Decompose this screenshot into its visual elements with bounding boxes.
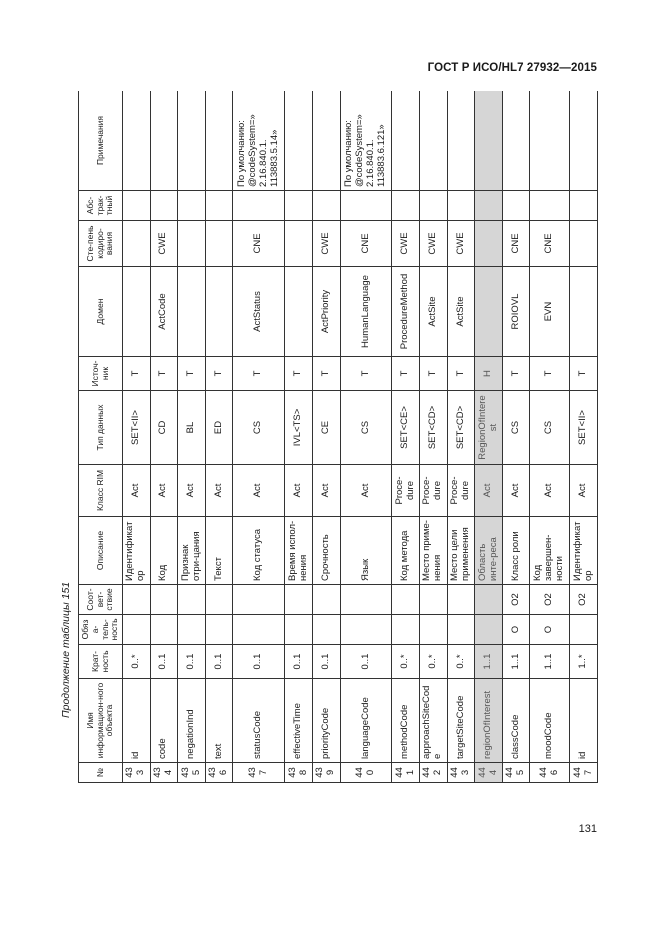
table-cell: Act: [475, 465, 503, 517]
table-cell: Act: [530, 465, 570, 517]
table-cell: T: [420, 357, 448, 391]
table-cell: id: [123, 679, 151, 763]
table-cell: [123, 267, 151, 357]
table-cell: [205, 267, 233, 357]
table-cell: languageCode: [340, 679, 392, 763]
rotated-table-container: [78, 91, 598, 783]
table-cell: [233, 585, 285, 615]
column-header: Обяза-тель-ность: [79, 615, 123, 645]
table-cell: statusCode: [233, 679, 285, 763]
table-row: [285, 91, 313, 783]
table-cell: T: [447, 357, 475, 391]
column-header: Описание: [79, 517, 123, 585]
column-header: Имя информацион-ного объекта: [79, 679, 123, 763]
table-cell: [340, 191, 392, 221]
column-header: Сте-пень кодиро-вания: [79, 221, 123, 267]
table-cell: По умолчанию: @codeSystem=» 2.16.840.1. 113883.6.121»: [340, 91, 392, 191]
table-cell: 1..1: [475, 645, 503, 679]
table-cell: Proce-dure: [420, 465, 448, 517]
table-cell: 1..1: [530, 645, 570, 679]
table-cell: code: [150, 679, 178, 763]
table-body: [123, 91, 598, 783]
table-cell: Act: [205, 465, 233, 517]
table-cell: [123, 585, 151, 615]
table-cell: T: [285, 357, 313, 391]
table-cell: T: [233, 357, 285, 391]
table-cell: Код завершен-ности: [530, 517, 570, 585]
table-cell: [447, 615, 475, 645]
table-cell: 447: [570, 763, 598, 783]
table-cell: Время испол-нения: [285, 517, 313, 585]
table-row: [502, 91, 530, 783]
table-cell: [420, 91, 448, 191]
table-row: [233, 91, 285, 783]
table-cell: [392, 615, 420, 645]
table-cell: [150, 91, 178, 191]
table-cell: 440: [340, 763, 392, 783]
table-cell: CNE: [233, 221, 285, 267]
table-cell: CS: [502, 391, 530, 465]
table-cell: SET<CD>: [420, 391, 448, 465]
table-row: [312, 91, 340, 783]
table-cell: [205, 91, 233, 191]
table-cell: [475, 91, 503, 191]
table-cell: [150, 191, 178, 221]
table-cell: [123, 91, 151, 191]
table-cell: 435: [178, 763, 206, 783]
table-caption-box: [60, 90, 72, 730]
table-cell: O2: [530, 585, 570, 615]
table-cell: [233, 615, 285, 645]
table-cell: 437: [233, 763, 285, 783]
table-cell: [502, 191, 530, 221]
table-cell: Признак отри-цания: [178, 517, 206, 585]
table-cell: Proce-dure: [447, 465, 475, 517]
table-cell: 0..1: [285, 645, 313, 679]
table-cell: priorityCode: [312, 679, 340, 763]
table-cell: [570, 191, 598, 221]
table-cell: 0..1: [340, 645, 392, 679]
table-cell: 439: [312, 763, 340, 783]
table-cell: [392, 191, 420, 221]
table-cell: CS: [530, 391, 570, 465]
table-row: [570, 91, 598, 783]
table-cell: BL: [178, 391, 206, 465]
table-cell: 438: [285, 763, 313, 783]
table-cell: 0..*: [447, 645, 475, 679]
column-header: №: [79, 763, 123, 783]
table-cell: 436: [205, 763, 233, 783]
table-row: [447, 91, 475, 783]
table-cell: Proce-dure: [392, 465, 420, 517]
table-cell: [150, 585, 178, 615]
table-cell: approachSiteCode: [420, 679, 448, 763]
table-cell: [530, 191, 570, 221]
table-cell: Act: [233, 465, 285, 517]
table-cell: [502, 91, 530, 191]
table-cell: [205, 191, 233, 221]
table-cell: [420, 191, 448, 221]
table-cell: По умолчанию: @codeSystem=» 2.16.840.1. 113883.5.14»: [233, 91, 285, 191]
table-cell: ED: [205, 391, 233, 465]
table-cell: Act: [340, 465, 392, 517]
table-cell: [205, 585, 233, 615]
column-header: Класс RIM: [79, 465, 123, 517]
table-cell: O2: [502, 585, 530, 615]
table-cell: 446: [530, 763, 570, 783]
table-cell: O: [530, 615, 570, 645]
table-row: [530, 91, 570, 783]
table-cell: Act: [502, 465, 530, 517]
table-cell: 0..1: [233, 645, 285, 679]
table-cell: Код статуса: [233, 517, 285, 585]
table-row: [340, 91, 392, 783]
table-row: [475, 91, 503, 783]
table-cell: 0..1: [150, 645, 178, 679]
table-cell: 1..*: [570, 645, 598, 679]
table-cell: CWE: [392, 221, 420, 267]
table-cell: 441: [392, 763, 420, 783]
table-cell: CNE: [502, 221, 530, 267]
table-cell: id: [570, 679, 598, 763]
table-cell: RegionOfInterest: [475, 391, 503, 465]
table-cell: ProcedureMethod: [392, 267, 420, 357]
table-cell: [312, 615, 340, 645]
table-cell: Код: [150, 517, 178, 585]
table-cell: T: [178, 357, 206, 391]
table-cell: CWE: [447, 221, 475, 267]
table-cell: [178, 585, 206, 615]
table-cell: [475, 191, 503, 221]
table-cell: 0..*: [392, 645, 420, 679]
table-cell: [285, 585, 313, 615]
table-cell: 1..1: [502, 645, 530, 679]
column-header: Тип данных: [79, 391, 123, 465]
standard-header: ГОСТ Р ИСО/HL7 27932—2015: [427, 62, 597, 74]
table-cell: ActPriority: [312, 267, 340, 357]
table-cell: CNE: [340, 221, 392, 267]
table-cell: [340, 615, 392, 645]
table-cell: [570, 221, 598, 267]
table-cell: [447, 585, 475, 615]
table-cell: SET<CD>: [447, 391, 475, 465]
table-cell: CNE: [530, 221, 570, 267]
table-cell: [312, 585, 340, 615]
spec-table: [78, 91, 598, 783]
table-cell: Язык: [340, 517, 392, 585]
table-caption: Продолжение таблицы 151: [60, 581, 72, 718]
table-cell: [530, 91, 570, 191]
table-cell: [392, 91, 420, 191]
table-cell: [475, 221, 503, 267]
table-cell: Место приме-нения: [420, 517, 448, 585]
table-cell: T: [312, 357, 340, 391]
column-header: Абс-трак-тный: [79, 191, 123, 221]
table-cell: [475, 585, 503, 615]
table-row: [123, 91, 151, 783]
table-cell: Act: [285, 465, 313, 517]
column-header: Источ-ник: [79, 357, 123, 391]
table-cell: Область инте-реса: [475, 517, 503, 585]
table-cell: [420, 615, 448, 645]
table-cell: moodCode: [530, 679, 570, 763]
table-cell: [420, 585, 448, 615]
table-cell: CWE: [150, 221, 178, 267]
table-cell: Срочность: [312, 517, 340, 585]
table-cell: T: [570, 357, 598, 391]
table-cell: [123, 615, 151, 645]
table-cell: 445: [502, 763, 530, 783]
table-cell: CS: [233, 391, 285, 465]
table-cell: IVL<TS>: [285, 391, 313, 465]
table-cell: ActStatus: [233, 267, 285, 357]
table-cell: [447, 91, 475, 191]
column-header: Примечания: [79, 91, 123, 191]
table-cell: negationInd: [178, 679, 206, 763]
table-cell: [570, 91, 598, 191]
table-cell: Act: [150, 465, 178, 517]
table-cell: Act: [123, 465, 151, 517]
table-cell: T: [340, 357, 392, 391]
table-cell: [285, 191, 313, 221]
table-cell: ActSite: [420, 267, 448, 357]
table-cell: ActSite: [447, 267, 475, 357]
table-cell: [340, 585, 392, 615]
table-cell: 0..1: [205, 645, 233, 679]
table-cell: Текст: [205, 517, 233, 585]
table-cell: Идентификатор: [570, 517, 598, 585]
table-header-row: [79, 91, 123, 783]
table-cell: T: [502, 357, 530, 391]
column-header: Домен: [79, 267, 123, 357]
table-cell: [205, 615, 233, 645]
table-cell: 442: [420, 763, 448, 783]
table-cell: targetSiteCode: [447, 679, 475, 763]
table-cell: [392, 585, 420, 615]
table-cell: Класс роли: [502, 517, 530, 585]
table-cell: O2: [570, 585, 598, 615]
table-cell: [150, 615, 178, 645]
table-cell: [475, 267, 503, 357]
table-cell: text: [205, 679, 233, 763]
table-cell: [123, 191, 151, 221]
table-cell: H: [475, 357, 503, 391]
table-cell: effectiveTime: [285, 679, 313, 763]
table-cell: CS: [340, 391, 392, 465]
table-cell: T: [150, 357, 178, 391]
table-row: [420, 91, 448, 783]
table-cell: [178, 267, 206, 357]
table-cell: CWE: [312, 221, 340, 267]
table-cell: [285, 267, 313, 357]
table-cell: [233, 191, 285, 221]
table-cell: [570, 615, 598, 645]
table-row: [392, 91, 420, 783]
table-cell: [123, 221, 151, 267]
table-cell: 0..*: [420, 645, 448, 679]
table-cell: [178, 221, 206, 267]
table-cell: Место цели применения: [447, 517, 475, 585]
table-cell: SET<II>: [570, 391, 598, 465]
table-cell: [475, 615, 503, 645]
table-cell: [178, 615, 206, 645]
table-cell: CD: [150, 391, 178, 465]
table-cell: Act: [178, 465, 206, 517]
page-number: 131: [578, 823, 597, 835]
table-cell: [178, 191, 206, 221]
table-cell: 433: [123, 763, 151, 783]
table-cell: CWE: [420, 221, 448, 267]
table-cell: methodCode: [392, 679, 420, 763]
table-cell: 444: [475, 763, 503, 783]
table-cell: Act: [570, 465, 598, 517]
table-cell: [205, 221, 233, 267]
table-cell: [285, 91, 313, 191]
table-row: [178, 91, 206, 783]
table-cell: Act: [312, 465, 340, 517]
table-cell: [312, 91, 340, 191]
table-row: [205, 91, 233, 783]
table-cell: EVN: [530, 267, 570, 357]
table-cell: 0..1: [178, 645, 206, 679]
table-cell: Код метода: [392, 517, 420, 585]
table-cell: ActCode: [150, 267, 178, 357]
table-cell: [285, 221, 313, 267]
table-cell: [312, 191, 340, 221]
table-cell: 0..*: [123, 645, 151, 679]
rotated-table-frame: [78, 91, 598, 783]
table-cell: [570, 267, 598, 357]
table-cell: HumanLanguage: [340, 267, 392, 357]
table-cell: SET<CE>: [392, 391, 420, 465]
table-cell: 443: [447, 763, 475, 783]
table-cell: [447, 191, 475, 221]
table-cell: ROIOVL: [502, 267, 530, 357]
table-cell: O: [502, 615, 530, 645]
table-cell: [178, 91, 206, 191]
table-cell: T: [123, 357, 151, 391]
table-cell: T: [392, 357, 420, 391]
table-cell: T: [530, 357, 570, 391]
table-cell: 434: [150, 763, 178, 783]
table-cell: SET<II>: [123, 391, 151, 465]
column-header: Крат-ность: [79, 645, 123, 679]
table-cell: 0..1: [312, 645, 340, 679]
table-cell: classCode: [502, 679, 530, 763]
table-cell: CE: [312, 391, 340, 465]
table-cell: Идентификатор: [123, 517, 151, 585]
table-row: [150, 91, 178, 783]
column-header: Соот-вет-ствие: [79, 585, 123, 615]
table-cell: regionOfInterest: [475, 679, 503, 763]
table-cell: T: [205, 357, 233, 391]
table-cell: [285, 615, 313, 645]
